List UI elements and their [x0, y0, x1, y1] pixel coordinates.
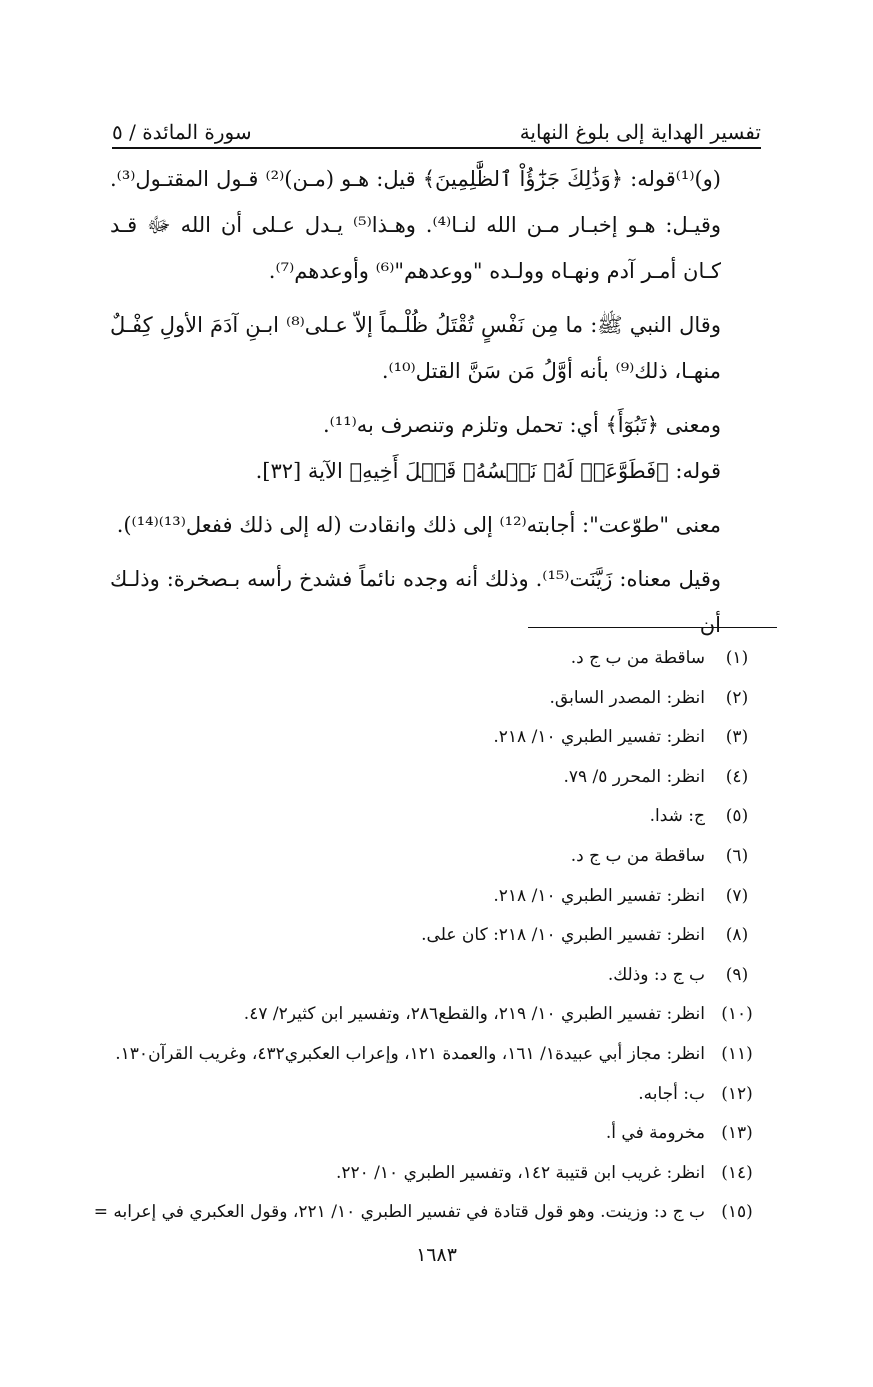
footnote-number: (٣) [725, 727, 749, 748]
footnotes [93, 648, 769, 1242]
footnote-number: (١٠) [721, 1004, 753, 1025]
footnote [100, 1004, 769, 1044]
footnote-text: انظر: تفسير الطبري ١٠/ ٢١٨: كان على. [421, 925, 705, 946]
footnote-text: ب: أجابه. [638, 1083, 705, 1104]
main-text [110, 156, 769, 648]
footnote [100, 925, 769, 965]
footnote-text: ب ج د: وزينت. وهو قول قتادة في تفسير الطبري ١٠/ ٢٢١، وقول العكبري في إعرابه = [93, 1202, 705, 1223]
footnote-number: (١٢) [721, 1083, 753, 1104]
footnote-number: (٩) [725, 964, 749, 985]
footnote [100, 727, 769, 767]
footnote-text: انظر: مجاز أبي عبيدة١/ ١٦١، والعمدة ١٢١، وإعراب العكبري٤٣٢، وغريب القرآن١٣٠. [115, 1043, 705, 1064]
footnote-text: انظر: المصدر السابق. [549, 687, 705, 708]
footnote [100, 1084, 769, 1124]
footnote [100, 1123, 769, 1163]
paragraph-3: ومعنى ﴿تَبُوٓأَ﴾ أي: تحمل وتلزم وتنصرف به⁽¹¹⁾. [322, 413, 721, 437]
footnote-number: (١) [725, 648, 749, 668]
header-rule [112, 147, 761, 149]
footnote [100, 846, 769, 886]
footnote-number: (٦) [725, 845, 749, 866]
footnote-number: (٥) [725, 806, 749, 827]
footnote-text: ب ج د: وذلك. [607, 964, 705, 985]
paragraph-1: (و)⁽¹⁾قوله: ﴿وَذَٰلِكَ جَزَٰٓؤُاْ ٱلظَّٰلِمِينَ﴾ قيل: هـو (مـن)⁽²⁾ قـول المقتـول⁽³⁾. وقيـل: هـو إخبـار مـن الله لنـا⁽⁴⁾. وهـذا⁽⁵⁾ يـدل عـلى أن الله ﷻ قـد كـان أمـر آدم ونهـاه وولـده "ووعدهم"⁽⁶⁾ وأوعدهم⁽⁷⁾. [110, 167, 721, 283]
footnote-text: ج: شدا. [649, 806, 705, 827]
page-number: ١٦٨٣ [416, 1244, 457, 1266]
footnote-text: ساقطة من ب ج د. [570, 845, 705, 866]
footnote-rule [528, 627, 777, 628]
footnote [100, 688, 769, 728]
footnote-number: (٢) [725, 687, 749, 708]
footnote-text: انظر: تفسير الطبري ١٠/ ٢١٨. [493, 885, 705, 906]
footnote [93, 1202, 769, 1242]
footnote-text: انظر: تفسير الطبري ١٠/ ٢١٩، والقطع٢٨٦، وتفسير ابن كثير٢/ ٤٧. [243, 1004, 705, 1025]
paragraph-2: وقال النبي ﷺ: ما مِن نَفْسٍ تُقْتَلُ ظُلْـماً إلاّ عـلى⁽⁸⁾ ابـنِ آدَمَ الأولِ كِفْـلٌ منهـا، ذلك⁽⁹⁾ بأنه أوَّلُ مَن سَنَّ القتل⁽¹⁰⁾. [110, 313, 721, 383]
paragraph-4: قوله: ﴿فَطَوَّعَتۡ لَهُۥ نَفۡسُهُۥ قَتۡلَ أَخِيهِ﴾ الآية [٣٢]. [255, 459, 721, 483]
footnote-text: مخرومة في أ. [605, 1123, 705, 1144]
footnote-text: ساقطة من ب ج د. [570, 648, 705, 668]
footnote [100, 886, 769, 926]
footnote [100, 1163, 769, 1203]
footnote [100, 648, 769, 688]
footnote-text: انظر: تفسير الطبري ١٠/ ٢١٨. [493, 727, 705, 748]
paragraph-6: وقيل معناه: زَيَّنَت⁽¹⁵⁾. وذلك أنه وجده نائماً فشدخ رأسه بـصخرة: وذلـك أن [110, 567, 721, 637]
footnote-number: (١١) [721, 1043, 753, 1064]
paragraph-5: معنى "طوّعت": أجابته⁽¹²⁾ إلى ذلك وانقادت (له إلى ذلك ففعل⁽¹³⁾⁽¹⁴⁾). [116, 513, 721, 537]
footnote [100, 806, 769, 846]
footnote-number: (١٣) [721, 1123, 753, 1144]
footnote-text: انظر: المحرر ٥/ ٧٩. [563, 766, 705, 787]
running-header [112, 104, 761, 144]
footnote [100, 965, 769, 1005]
footnote-text: انظر: غريب ابن قتيبة ١٤٢، وتفسير الطبري ١٠/ ٢٢٠. [335, 1162, 705, 1183]
footnote [100, 767, 769, 807]
footnote-number: (٧) [725, 885, 749, 906]
footnote-number: (١٥) [721, 1202, 753, 1223]
book-title: تفسير الهداية إلى بلوغ النهاية [519, 120, 761, 144]
footnote-number: (١٤) [721, 1162, 753, 1183]
footnote-number: (٨) [725, 925, 749, 946]
footnote-number: (٤) [725, 766, 749, 787]
surah-label: سورة المائدة / ٥ [112, 120, 252, 144]
footnote [100, 1044, 769, 1084]
